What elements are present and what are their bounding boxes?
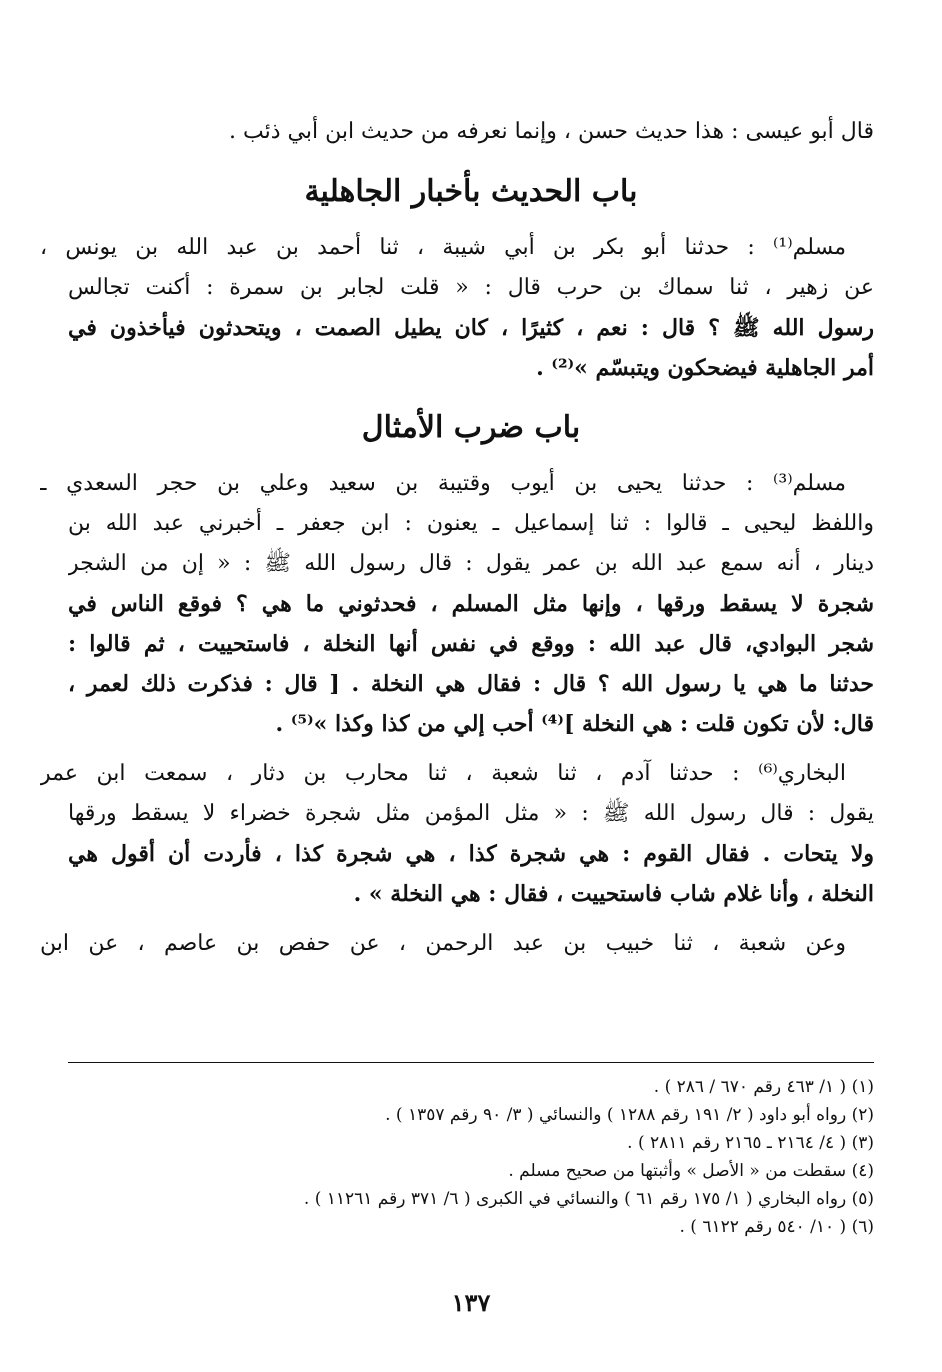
text-line: شجر البوادي، قال عبد الله : ووقع في نفس أنها النخلة ، فاستحييت ، ثم قالوا : bbox=[68, 631, 874, 657]
text-line: وعن شعبة ، ثنا خبيب بن عبد الرحمن ، عن حفص بن عاصم ، عن ابن bbox=[40, 931, 846, 956]
footnote-1: (١) ( ١/ ٤٦٣ رقم ٦٧٠ / ٢٨٦ ) . bbox=[653, 1077, 874, 1097]
paragraph-muslim-ibn-umar bbox=[40, 464, 874, 744]
footnote-4: (٤) سقطت من « الأصل » وأثبتها من صحيح مسلم . bbox=[508, 1161, 874, 1181]
footnote-5: (٥) رواه البخاري ( ١/ ١٧٥ رقم ٦١ ) والنسائي في الكبرى ( ٦/ ٣٧١ رقم ١١٢٦١ ) . bbox=[303, 1189, 874, 1209]
footnote-3: (٣) ( ٤/ ٢١٦٤ ـ ٢١٦٥ رقم ٢٨١١ ) . bbox=[627, 1133, 874, 1153]
text-line: البخاري⁽⁶⁾ : حدثنا آدم ، ثنا شعبة ، ثنا محارب بن دثار ، سمعت ابن عمر bbox=[40, 761, 846, 786]
footnotes bbox=[68, 1062, 874, 1241]
paragraph-shuba bbox=[40, 924, 874, 964]
text-line: ولا يتحات . فقال القوم : هي شجرة كذا ، هي شجرة كذا ، فأردت أن أقول هي bbox=[68, 841, 874, 867]
text-line: شجرة لا يسقط ورقها ، وإنها مثل المسلم ، فحدثوني ما هي ؟ فوقع الناس في bbox=[68, 591, 874, 617]
text-line: عن زهير ، ثنا سماك بن حرب قال : « قلت لجابر بن سمرة : أكنت تجالس bbox=[68, 275, 874, 300]
text-line: النخلة ، وأنا غلام شاب فاستحييت ، فقال : هي النخلة » . bbox=[353, 881, 874, 907]
text-line: مسلم⁽¹⁾ : حدثنا أبو بكر بن أبي شيبة ، ثنا أحمد بن عبد الله بن يونس ، bbox=[40, 235, 846, 260]
text-line: رسول الله ﷺ ؟ قال : نعم ، كثيرًا ، كان يطيل الصمت ، ويتحدثون فيأخذون في bbox=[68, 315, 874, 341]
section-heading-amthal: باب ضرب الأمثال bbox=[361, 410, 581, 445]
text-line: قال: لأن تكون قلت : هي النخلة ]⁽⁴⁾ أحب إلي من كذا وكذا »⁽⁵⁾ . bbox=[275, 711, 874, 737]
paragraph-muslim-jabir bbox=[40, 228, 874, 388]
section-heading-jahiliyya: باب الحديث بأخبار الجاهلية bbox=[304, 174, 638, 209]
intro-line: قال أبو عيسى : هذا حديث حسن ، وإنما نعرفه من حديث ابن أبي ذئب . bbox=[229, 119, 874, 144]
text-line: حدثنا ما هي يا رسول الله ؟ قال : فقال هي النخلة . [ قال : فذكرت ذلك لعمر ، bbox=[68, 671, 874, 697]
text-line: أمر الجاهلية فيضحكون ويتبسّم »⁽²⁾ . bbox=[536, 355, 874, 381]
text-line: دينار ، أنه سمع عبد الله بن عمر يقول : قال رسول الله ﷺ : « إن من الشجر bbox=[68, 551, 874, 576]
footnote-6: (٦) ( ١٠/ ٥٤٠ رقم ٦١٢٢ ) . bbox=[679, 1217, 874, 1237]
paragraph-bukhari bbox=[40, 754, 874, 914]
page-number: ١٣٧ bbox=[451, 1288, 491, 1317]
footnote-2: (٢) رواه أبو داود ( ٢/ ١٩١ رقم ١٢٨٨ ) والنسائي ( ٣/ ٩٠ رقم ١٣٥٧ ) . bbox=[385, 1105, 874, 1125]
text-line: واللفظ ليحيى ـ قالوا : ثنا إسماعيل ـ يعنون : ابن جعفر ـ أخبرني عبد الله بن bbox=[68, 511, 874, 536]
text-line: يقول : قال رسول الله ﷺ : « مثل المؤمن مثل شجرة خضراء لا يسقط ورقها bbox=[68, 801, 874, 826]
text-line: مسلم⁽³⁾ : حدثنا يحيى بن أيوب وقتيبة بن سعيد وعلي بن حجر السعدي ـ bbox=[40, 471, 846, 496]
